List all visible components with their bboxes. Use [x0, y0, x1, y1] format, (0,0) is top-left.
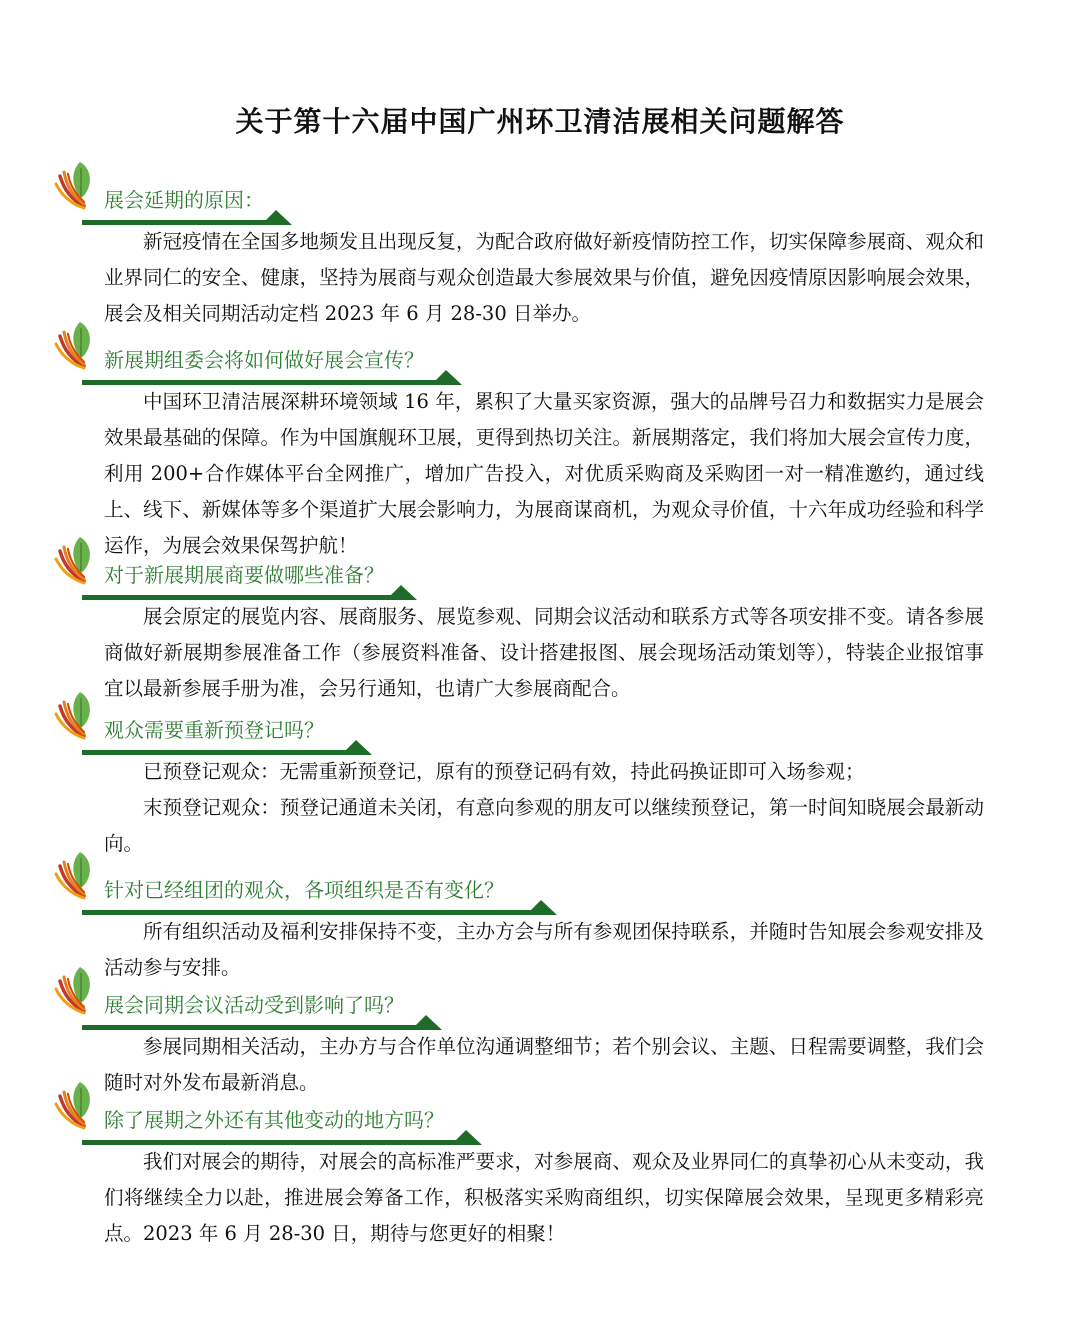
heading-underline [82, 364, 462, 386]
faq-section [0, 160, 1080, 332]
section-answer [104, 224, 984, 332]
answer-paragraph: 已预登记观众：无需重新预登记，原有的预登记码有效，持此码换证即可入场参观； [143, 760, 865, 783]
answer-paragraph: 中国环卫清洁展深耕环境领域 16 年，累积了大量买家资源，强大的品牌号召力和数据实力是展会效果最基础的保障。作为中国旗舰环卫展，更得到热切关注。新展期落定，我们将加大展会宣传力度，利用 200+合作媒体平台全网推广，增加广告投入，对优质采购商及采购团一对一精准邀约，通过线上、线下、新媒体等多个渠道扩大展会影响力，为展商谋商机，为观众寻价值，十六年成功经验和科学运作，为展会效果保驾护航！ [104, 390, 984, 557]
answer-paragraph: 我们对展会的期待，对展会的高标准严要求，对参展商、观众及业界同仁的真挚初心从未变动，我们将继续全力以赴，推进展会筹备工作，积极落实采购商组织，切实保障展会效果，呈现更多精彩亮点。2023 年 6 月 28-30 日，期待与您更好的相聚！ [104, 1150, 984, 1245]
heading-underline [82, 1009, 442, 1031]
section-question: 针对已经组团的观众，各项组织是否有变化？ [104, 878, 504, 902]
section-heading [0, 160, 1080, 220]
section-answer [104, 1144, 984, 1252]
section-question: 展会延期的原因： [104, 188, 264, 212]
section-heading [0, 1080, 1080, 1140]
faq-section [0, 1080, 1080, 1252]
answer-paragraph: 参展同期相关活动，主办方与合作单位沟通调整细节；若个别会议、主题、日程需要调整，我们会随时对外发布最新消息。 [104, 1035, 984, 1094]
section-heading [0, 965, 1080, 1025]
section-heading [0, 690, 1080, 750]
heading-underline [82, 204, 292, 226]
answer-paragraph: 新冠疫情在全国多地频发且出现反复，为配合政府做好新疫情防控工作，切实保障参展商、观众和业界同仁的安全、健康，坚持为展商与观众创造最大参展效果与价值，避免因疫情原因影响展会效果，展会及相关同期活动定档 2023 年 6 月 28-30 日举办。 [104, 230, 984, 325]
faq-section [0, 320, 1080, 564]
faq-section [0, 690, 1080, 862]
heading-underline [82, 894, 557, 916]
heading-underline [82, 1124, 482, 1146]
faq-section [0, 535, 1080, 707]
section-question: 展会同期会议活动受到影响了吗？ [104, 993, 404, 1017]
section-heading [0, 850, 1080, 910]
page-title: 关于第十六届中国广州环卫清洁展相关问题解答 [235, 105, 845, 138]
heading-underline [82, 734, 372, 756]
answer-paragraph: 末预登记观众：预登记通道未关闭，有意向参观的朋友可以继续预登记，第一时间知晓展会最新动向。 [104, 796, 984, 855]
section-question: 除了展期之外还有其他变动的地方吗？ [104, 1108, 444, 1132]
answer-paragraph: 所有组织活动及福利安排保持不变，主办方会与所有参观团保持联系，并随时告知展会参观安排及活动参与安排。 [104, 920, 984, 979]
section-question: 新展期组委会将如何做好展会宣传？ [104, 348, 424, 372]
heading-underline [82, 579, 417, 601]
section-heading [0, 320, 1080, 380]
section-question: 观众需要重新预登记吗？ [104, 718, 324, 742]
answer-paragraph: 展会原定的展览内容、展商服务、展览参观、同期会议活动和联系方式等各项安排不变。请各参展商做好新展期参展准备工作（参展资料准备、设计搭建报图、展会现场活动策划等），特装企业报馆事宜以最新参展手册为准，会另行通知，也请广大参展商配合。 [104, 605, 984, 700]
section-answer [104, 754, 984, 862]
section-question: 对于新展期展商要做哪些准备？ [104, 563, 384, 587]
section-heading [0, 535, 1080, 595]
